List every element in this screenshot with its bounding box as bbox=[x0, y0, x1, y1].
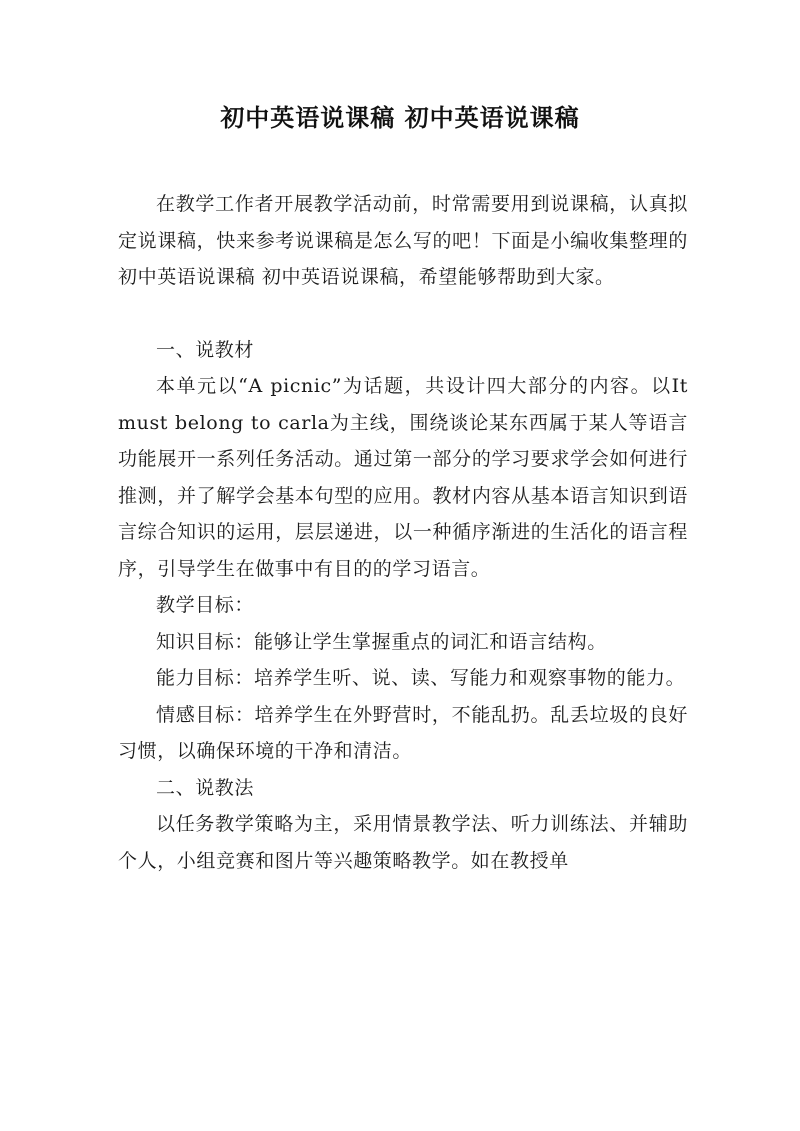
ability-goal: 能力目标：培养学生听、说、读、写能力和观察事物的能力。 bbox=[156, 667, 686, 689]
teaching-goals-heading: 教学目标： bbox=[156, 594, 255, 616]
document-title: 初中英语说课稿 初中英语说课稿 bbox=[220, 103, 580, 132]
section2-heading: 二、说教法 bbox=[156, 776, 255, 799]
knowledge-goal: 知识目标：能够让学生掌握重点的词汇和语言结构。 bbox=[156, 630, 607, 653]
section2-body: 以任务教学策略为主，采用情景教学法、听力训练法、并辅助个人，小组竞赛和图片等兴趣策略教学。如在教授单 bbox=[118, 813, 688, 872]
intro-paragraph: 在教学工作者开展教学活动前，时常需要用到说课稿，认真拟定说课稿，快来参考说课稿是怎么写的吧！下面是小编收集整理的初中英语说课稿 初中英语说课稿，希望能够帮助到大家。 bbox=[118, 193, 688, 288]
emotion-goal: 情感目标：培养学生在外野营时，不能乱扔。乱丢垃圾的良好习惯，以确保环境的干净和清洁。 bbox=[118, 703, 688, 762]
paragraph-gap bbox=[118, 296, 688, 332]
section1-heading: 一、说教材 bbox=[156, 338, 255, 361]
document-body bbox=[118, 186, 688, 879]
section1-body: 本单元以“A picnic”为话题，共设计四大部分的内容。以It must belong to carla为主线，围绕谈论某东西属于某人等语言功能展开一系列任务活动。通过第一部分的学习要求学会如何进行推测，并了解学会基本句型的应用。教材内容从基本语言知识到语言综合知识的运用，层层递进，以一种循序渐进的生活化的语言程序，引导学生在做事中有目的的学习语言。 bbox=[118, 375, 688, 580]
